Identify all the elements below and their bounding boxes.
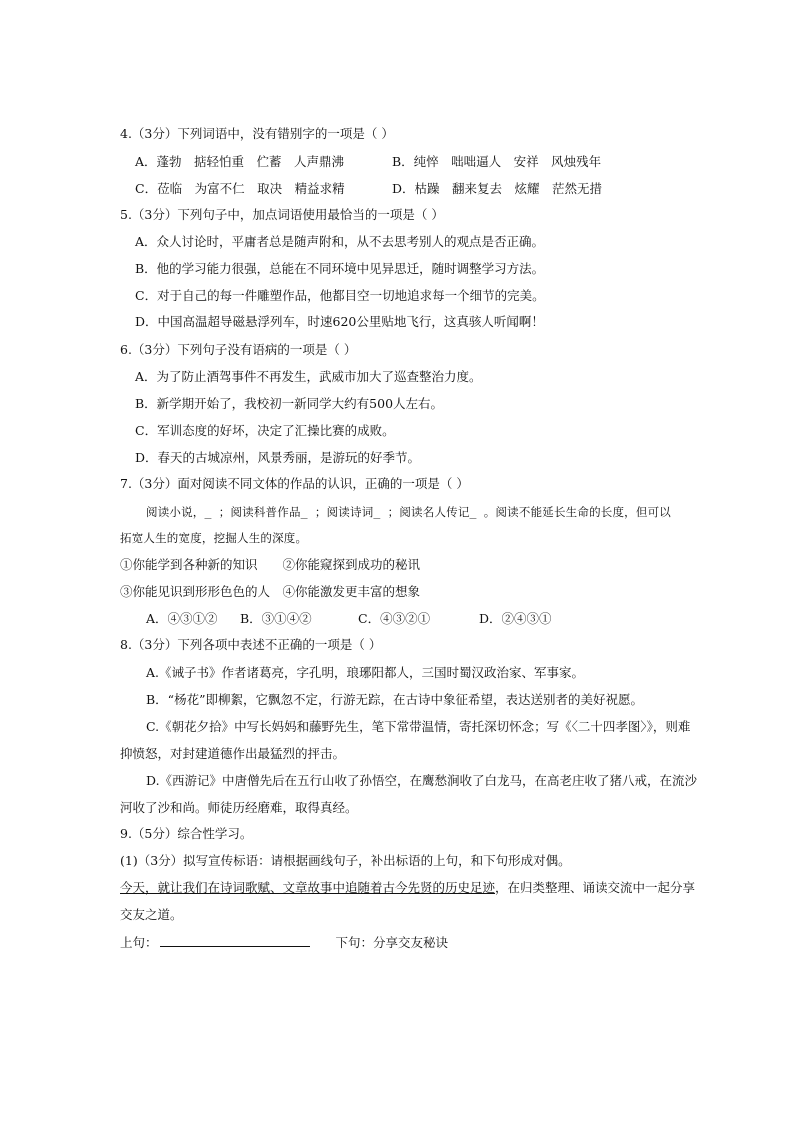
lower-line-text: 下句：分享交友秘诀 [335,935,449,950]
q7-option-b: B．③①④② [240,611,312,626]
q8-option-d-line1: D.《西游记》中唐僧先后在五行山收了孙悟空，在鹰愁涧收了白龙马，在高老庄收了猪八戒，在流沙 [146,773,698,788]
q7-items-line1: ①你能学到各种新的知识 ②你能窥探到成功的秘讯 [120,557,421,572]
q8-option-b: B．“杨花”即柳絮，它飘忽不定，行游无踪，在古诗中象征希望，表达送别者的美好祝愿。 [146,692,643,707]
q8-option-a: A.《诫子书》作者诸葛亮，字孔明，琅琊阳都人，三国时蜀汉政治家、军事家。 [146,665,585,680]
q6-option-d: D．春天的古城凉州，风景秀丽，是游玩的好季节。 [135,450,421,465]
q9-underlined-sentence: 今天，就让我们在诗词歌赋、文章故事中追随着古今先贤的历史足迹 [120,880,496,895]
q6-option-c: C．军训态度的好坏，决定了汇操比赛的成败。 [135,423,395,438]
q7-option-d: D．②④③① [479,611,552,626]
q6-option-b: B．新学期开始了，我校初一新同学大约有500人左右。 [135,396,444,411]
q4-stem: 4.（3分）下列词语中，没有错别字的一项是（ ） [120,126,394,141]
upper-line-label: 上句： [120,935,158,950]
q9-sub1: (1)（3分）拟写宣传标语：请根据画线句子，补出标语的上句，和下句形成对偶。 [120,853,571,868]
q7-option-c: C．④③②① [358,611,431,626]
q5-option-b: B．他的学习能力很强，总能在不同环境中见异思迁，随时调整学习方法。 [135,261,545,276]
q4-option-a: A．蓬勃 掂轻怕重 伫蓄 人声鼎沸 [135,154,345,169]
q5-option-c: C．对于自己的每一件雕塑作品，他都目空一切地追求每一个细节的完美。 [135,288,545,303]
q8-stem: 8.（3分）下列各项中表述不正确的一项是（ ） [120,637,382,652]
q9-text-line1 [120,880,695,896]
q6-stem: 6.（3分）下列句子没有语病的一项是（ ） [120,342,357,357]
q7-stem: 7.（3分）面对阅读不同文体的作品的认识，正确的一项是（ ） [120,476,469,491]
q5-stem: 5.（3分）下列句子中，加点词语使用最恰当的一项是（ ） [120,207,444,222]
q7-items-line2: ③你能见识到形形色色的人 ④你能激发更丰富的想象 [120,584,421,599]
q5-option-a: A．众人讨论时，平庸者总是随声附和，从不去思考别人的观点是否正确。 [135,234,545,249]
q5-option-d: D．中国高温超导磁悬浮列车，时速620公里贴地飞行，这真骇人听闻啊！ [135,314,544,329]
upper-line-blank[interactable] [160,934,310,947]
q4-option-d: D．枯躁 翻来复去 炫耀 茫然无措 [392,181,603,196]
q7-option-a: A．④③①② [146,611,218,626]
q4-option-b: B．纯悴 咄咄逼人 安祥 风烛残年 [392,154,602,169]
q7-passage-line2: 拓宽人生的宽度，挖掘人生的深度。 [120,531,308,545]
q7-passage-line1: 阅读小说，_ ；阅读科普作品_ ；阅读诗词_ ；阅读名人传记_ 。阅读不能延长生命的长度，但可以 [146,505,671,519]
q4-option-c: C．莅临 为富不仁 取决 精益求精 [135,181,345,196]
q9-answer-line [120,934,448,951]
q9-text-line2: 交友之道。 [120,907,183,922]
q8-option-c-line2: 抑愤怒，对封建道德作出最猛烈的抨击。 [120,746,346,761]
q9-text-rest: ，在归类整理、诵读交流中一起分享 [495,880,696,895]
q9-stem: 9.（5分）综合性学习。 [120,826,253,841]
q8-option-c-line1: C.《朝花夕拾》中写长妈妈和藤野先生，笔下常带温情，寄托深切怀念；写《〈二十四孝图〉》，则难 [146,719,691,734]
q6-option-a: A．为了防止酒驾事件不再发生，武威市加大了巡查整治力度。 [135,369,482,384]
q8-option-d-line2: 河收了沙和尚。师徒历经磨难，取得真经。 [120,800,358,815]
